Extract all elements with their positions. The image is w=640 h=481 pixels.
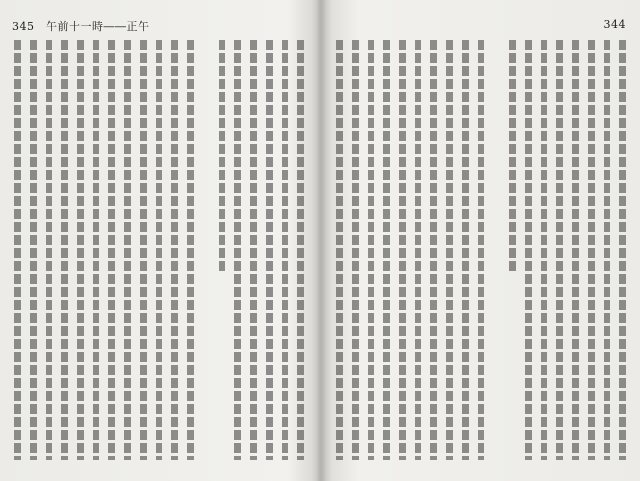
text-column xyxy=(77,40,84,460)
text-column xyxy=(108,40,115,460)
text-column xyxy=(234,40,241,460)
text-column xyxy=(282,40,289,460)
text-column xyxy=(415,40,422,460)
text-column xyxy=(187,40,194,460)
text-column xyxy=(399,40,406,460)
text-column xyxy=(462,40,469,460)
book-gutter xyxy=(312,0,332,481)
text-column xyxy=(588,40,595,460)
text-column xyxy=(368,40,375,460)
text-column xyxy=(93,40,100,460)
text-column xyxy=(572,40,579,460)
right-page-header: 344 xyxy=(603,18,626,31)
text-column xyxy=(140,40,147,460)
text-column xyxy=(124,40,131,460)
column-gap xyxy=(203,40,210,460)
left-page-header: 345 午前十一時――正午 xyxy=(12,20,150,33)
text-column xyxy=(604,40,611,460)
text-column xyxy=(446,40,453,460)
text-column xyxy=(336,40,343,460)
text-column xyxy=(430,40,437,460)
text-column xyxy=(619,40,626,460)
text-column xyxy=(156,40,163,460)
right-page-body xyxy=(336,40,626,460)
text-column xyxy=(509,40,516,271)
left-page-body xyxy=(14,40,304,460)
text-column xyxy=(541,40,548,460)
text-column xyxy=(266,40,273,460)
text-column xyxy=(383,40,390,460)
text-column xyxy=(46,40,53,460)
text-column xyxy=(219,40,226,271)
column-gap xyxy=(493,40,500,460)
text-column xyxy=(61,40,68,460)
text-column xyxy=(14,40,21,460)
text-column xyxy=(250,40,257,460)
text-column xyxy=(297,40,304,460)
text-column xyxy=(171,40,178,460)
text-column xyxy=(352,40,359,460)
text-column xyxy=(478,40,485,460)
text-column xyxy=(556,40,563,460)
text-column xyxy=(525,40,532,460)
text-column xyxy=(30,40,37,460)
